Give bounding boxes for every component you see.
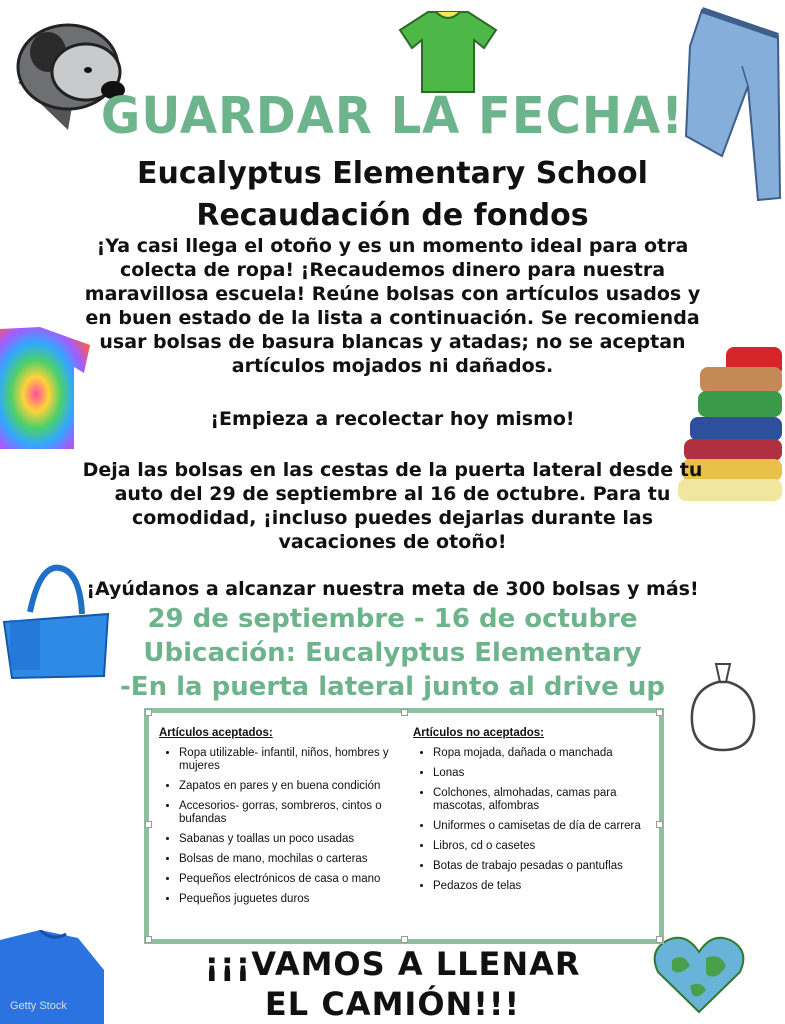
resize-handle xyxy=(656,821,663,828)
footer-line-1: ¡¡¡VAMOS A LLENAR xyxy=(204,945,581,983)
accepted-items-column xyxy=(159,727,397,913)
list-item: • Lonas xyxy=(433,767,643,780)
list-item: • Pequeños electrónicos de casa o mano xyxy=(179,873,397,886)
not-accepted-items-title: Artículos no aceptados: xyxy=(413,727,544,739)
accepted-items-title: Artículos aceptados: xyxy=(159,727,273,739)
call-to-action: ¡Empieza a recolectar hoy mismo! xyxy=(210,408,575,430)
list-item: • Colchones, almohadas, camas para mascotas, alfombras xyxy=(433,787,643,813)
resize-handle xyxy=(401,709,408,716)
goal-text: ¡Ayúdanos a alcanzar nuestra meta de 300 bolsas y más! xyxy=(86,578,699,600)
watermark: Getty Stock xyxy=(10,1000,67,1012)
resize-handle xyxy=(145,936,152,943)
resize-handle xyxy=(656,936,663,943)
list-item: • Pequeños juguetes duros xyxy=(179,893,397,906)
footer-line-2: EL CAMIÓN!!! xyxy=(264,985,521,1023)
event-title: Recaudación de fondos xyxy=(196,198,589,233)
location: Ubicación: Eucalyptus Elementary xyxy=(143,638,642,668)
list-item: • Botas de trabajo pesadas o pantuflas xyxy=(433,860,643,873)
list-item: • Pedazos de telas xyxy=(433,880,643,893)
list-item: • Accesorios- gorras, sombreros, cintos o bufandas xyxy=(179,800,397,826)
not-accepted-items-column xyxy=(413,727,643,900)
footer-slogan xyxy=(0,944,785,1024)
intro-paragraph: ¡Ya casi llega el otoño y es un momento ideal para otra colecta de ropa! ¡Recaudemos dinero para nuestra maravillosa escuela! Reúne bolsas con artículos usados y en buen estado de la lista a continuación. Se recomienda usar bolsas de basura blancas y atadas; no se aceptan artículos mojados ni dañados. xyxy=(84,235,701,377)
resize-handle xyxy=(401,936,408,943)
items-list-box xyxy=(144,708,664,944)
save-the-date-headline: GUARDAR LA FECHA! xyxy=(100,86,685,146)
list-item: • Ropa utilizable- infantil, niños, hombres y mujeres xyxy=(179,747,397,773)
list-item: • Ropa mojada, dañada o manchada xyxy=(433,747,643,760)
resize-handle xyxy=(145,709,152,716)
dropoff-paragraph: Deja las bolsas en las cestas de la puerta lateral desde tu auto del 29 de septiembre al 16 de octubre. Para tu comodidad, ¡incluso puedes dejarlas durante las vacaciones de otoño! xyxy=(82,459,703,553)
resize-handle xyxy=(656,709,663,716)
list-item: • Sabanas y toallas un poco usadas xyxy=(179,833,397,846)
list-item: • Bolsas de mano, mochilas o carteras xyxy=(179,853,397,866)
list-item: • Libros, cd o casetes xyxy=(433,840,643,853)
door-note: -En la puerta lateral junto al drive up xyxy=(120,672,665,702)
list-item: • Uniformes o camisetas de día de carrera xyxy=(433,820,643,833)
school-name: Eucalyptus Elementary School xyxy=(137,156,648,191)
date-range: 29 de septiembre - 16 de octubre xyxy=(147,604,638,634)
list-item: • Zapatos en pares y en buena condición xyxy=(179,780,397,793)
resize-handle xyxy=(145,821,152,828)
green-tshirt-icon xyxy=(398,8,498,94)
